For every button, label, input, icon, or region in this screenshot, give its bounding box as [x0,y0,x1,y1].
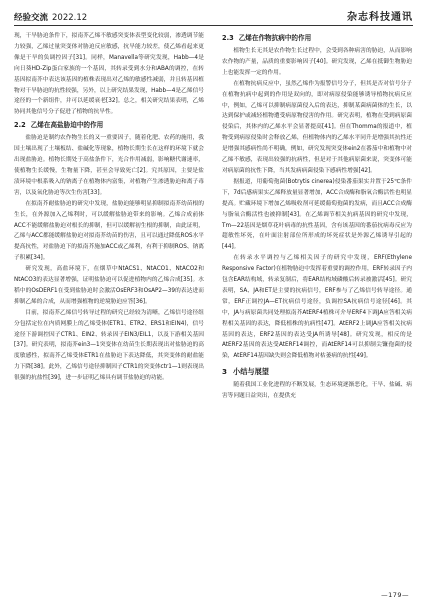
body-paragraph: 植物生长无其是农作物生长过程中，会受到各种病害的胁迫，从而影响农作物的产量，品质的重要影响因子[40]。研究发现，乙烯在抵御生物胁迫上也能发挥一定的作用。 [222,48,412,76]
page-number: —179— [381,591,409,599]
body-paragraph: 目前，拟南芥乙烯信号转导过程的研究已经较为清晰，乙烯信号途径组分包括定位在内质网膜上的乙烯受体(ETR1、ETR2、ERS1和EIN4)，信号途径下游调控因子CTR1、EIN2、转录因子EIN3/EIL1，以及下游相关基因[37]。研究表明，拟南芥ein3—1突变体在幼苗生长期表现出对盐胁迫的高度敏感性，拟南芥乙烯受体ETR1在盐胁迫下表达降低，其突变体的耐盐能力下降[38]。此外，乙烯信号途径抑制因子CTR1的突变体ctr1—1则表现出很强的抗盐性[39]，进一步证明乙烯具有调节盐胁迫的功能。 [14,309,204,382]
page-header [14,7,413,23]
header-rule [14,25,413,26]
body-paragraph: 盐胁迫是制约农作物生长的又一重要因子，随着化肥、农药的施用，我国土壤出现了土壤板结、盐碱化等现象，植物长期生长在这样的环境下就会出现盐胁迫。植物长期处于高盐条件下，光合作用减弱，影响糖代谢速率，使植物生长缓慢，生物量下降，甚至会导致死亡[2]。究其原因，主要是盐渍环境中根系吸入的钠离子在植物体内富集，对植物产生渗透胁迫和离子毒害，以及氧化胁迫等次生伤害[33]。 [14,135,204,196]
section-title: 乙烯在作物抗病中的作用 [238,34,312,42]
journal-section-label [14,11,87,23]
body-paragraph: 据报道，用葡萄孢菌(Botrytis cinerea)侵染番茄果实并置于25℃条件下，7d后感病果实乙烯释放量显著增加，ACC合成酶和脂氧合酶活性也明显提高。贮藏环境下增加乙烯吸收剂可延缓葡萄孢菌的发病，而且ACC合成酶与脂氧合酶活性也被抑制[43]。在乙烯调节相关抗病基因的研究中发现，Tm—22基因是烟草花叶病毒的抗性基因，含有该基因的番茄抗病毒反应为超敏性坏死，在叶面注射部位所形成的坏死症状是外源乙烯诱导引起的[44]。 [222,178,412,251]
section-heading [14,118,204,133]
section-number: 3 [222,367,228,377]
body-paragraph: 现，干旱胁迫条件下，拟南芥乙烯不敏感突变体表型变化较弱，渗透调节能力较强，乙烯过量突变体对胁迫反应敏感，抗旱能力较差，使乙烯看起来更像是干旱的负调控因子[31]。同样，Manavella等研究发现，Habb—4是向日葵HD-Zip蛋白家族的一个基因，其转录受到水分和ABA的调控，在转基因拟南芥中表达该基因的植株表现出对乙烯的敏感性减弱，并且转基因植物对干旱胁迫的抗性较强，另外，以上研究结果发现，Habb—4是乙烯信号途径的一个新组件，并可以延缓衰老[32]。总之，相关研究结果表明，乙烯协同其他信号分子促进了植物的抗旱性。 [14,33,204,116]
section-number: 2.2 [14,121,26,130]
left-column [14,31,204,384]
right-column [222,31,412,402]
section-number: 2.3 [222,34,234,42]
body-paragraph: 随着我国工业化进程的不断发展，生态环境逐渐恶化，干旱、盐碱、病害等问题日益突出，在提供充 [222,382,412,400]
body-paragraph: 在转录水平调控与乙烯相关因子的研究中发现，ERF(Ethylene Responsive Factor)在植物胁迫中发挥着重要的调控作用，ERF转录因子内包含EAR结构域，转录复制后，将EAR结构域磷酸后转录被激活[45]。研究表明，SA、JA和ET是主要的抗病信号，ERF参与了乙烯信号转导途径。通常，ERF正调控JA—ET抗病信号途径，负调控SA抗病信号途径[46]。其中，JA与病原菌共同处理拟南芥AtERF4植株可介导ERF4下调JA应答相关病程相关基因的表达，降低植株的抗病性[47]。AtERF2上调JA应答相关抗病基因的表达，ERF2基因的表达受JA所诱导[48]。研究发现，相反的是AtERF2基因的表达受AtERF14调控，而AtERF14可以抑制尖镰孢菌的侵染，AtERF14基因缺失则会降低植物对枯萎病的抗性[49]。 [222,255,412,360]
body-paragraph: 在拟南芥耐盐胁迫的研究中发现，盐胁迫能够明显抑制拟南芥幼苗根的生长，在外源加入乙烯利时，可以缓解盐胁迫带来的影响。乙烯合成前体ACC不能缓解盐胁迫对根长的抑制，但可以缓解初生根的抑制，由此证明，乙烯与ACC都能缓解盐胁迫对拟南芥幼苗的伤害，且可以通过降低ROS水平提高抗性，对盐胁迫下的拟南芥施加ACC或乙烯利，有利于抑制ROS、钠离子积累[34]。 [14,200,204,262]
body-paragraph: 在植物抗病反应中，虽然乙烯作为报警信号分子，但其是否对信号分子在植物抗病中起到的作用是双向的，即对病原侵染能够诱导植物抗病反应中，例如，乙烯可以抑制病原菌侵入后的表达，抑制某菌病菌体的生长，以达到保护或减轻植物遭受病原物侵害的作用。研究表明，植物在受到病原菌侵染后，其体内的乙烯水平会显著提高[41]。但在Thomma的报道中，植物受到病原侵染时会释放乙烯，但植物体内的乙烯水平同升是增强其抗性还是增强其感病性尚不明确，例如，研究发现突变体ein2在番茄中和植物中对乙烯不敏感，表现出较强的抗病性，但是对于其他病原菌来说，突变体可能对病原菌的抗性下降，当其发病病菌侵染下感病性增强[42]。 [222,80,412,174]
issue-number: 2022.12 [52,13,88,23]
body-paragraph: 研究发现，高盐环境下，在烟草中NtACS1、NtACO1、NtACO2和NtACO3的表达显著增强，证明盐胁迫可以促进植物内的乙烯合成[35]。水稻中的OsDERF1在受到盐胁迫时会激活OsERF3和OsAP2—39的表达进而抑制乙烯的合成，从而增强植物的逆境胁迫应答[36]。 [14,266,204,305]
section-title: 小结与展望 [233,367,269,377]
section-heading [222,365,412,379]
section-name: 经验交流 [14,13,49,23]
section-title: 乙烯在高盐胁迫中的作用 [30,121,104,130]
section-heading [222,31,412,46]
journal-brand-logo: 杂志科技通讯 [347,12,413,23]
